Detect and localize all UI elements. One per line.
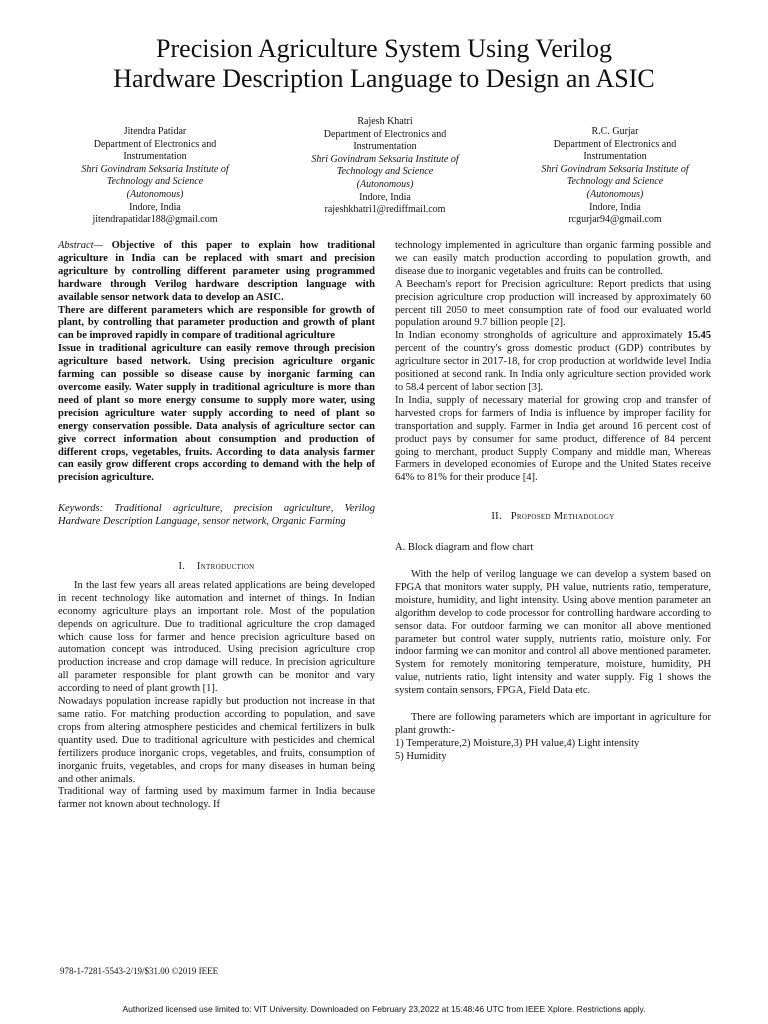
author-email: rcgurjar94@gmail.com	[568, 214, 662, 226]
author-inst-3: (Autonomous)	[126, 188, 184, 200]
author-block-3	[520, 126, 710, 227]
author-inst-3: (Autonomous)	[586, 188, 644, 200]
subsection-a-heading: A. Block diagram and flow chart	[395, 542, 534, 554]
abstract-p3: Issue in traditional agriculture can easily remove through precision agriculture based network. Using precision agriculture organic farming can possible so disease cause by inorganic farming can overcome easily. Water supply in traditional agriculture is more than need of plant so more energy consume to supply more water, using precision agriculture water supply according to need of plant so energy conservation possible. Data analysis of agriculture sector can give correct information about consumption and production of different crops, vegetables, fruits. According to data analysis farmer can easily grow different crops according to demand with the help of precision agriculture.	[58, 343, 375, 484]
author-inst-1: Shri Govindram Seksaria Institute of	[81, 163, 229, 175]
author-dept-1: Department of Electronics and	[323, 128, 447, 140]
author-name: Jitendra Patidar	[123, 126, 187, 137]
title-line-1: Precision Agriculture System Using Verilog	[156, 34, 612, 63]
author-city: Indore, India	[589, 201, 641, 213]
method-p1: With the help of verilog language we can develop a system based on FPGA that monitors water supply, PH value, nutrients ratio, temperature, moisture, humidity, and light intensity. Using above mention parameter an algorithm develop to code processor for controlling hardware according to sensor data. For outdoor farming we can monitor all above mentioned parameter but control water supply, nutrients ratio, moisture only. For indoor farming we can monitor and control all above mentioned parameter.	[395, 569, 711, 658]
intro-p3: Traditional way of farming used by maximum farmer in India because farmer not known about technology. If	[58, 786, 375, 811]
parameter-list-2: 5) Humidity	[395, 750, 447, 762]
author-dept-2: Instrumentation	[123, 151, 187, 163]
section-1-heading	[58, 561, 375, 574]
gdp-percent: 15.45	[687, 330, 711, 342]
section-2-number: II.	[491, 511, 502, 523]
keywords: Keywords: Traditional agriculture, precision agriculture, Verilog Hardware Description Language, sensor network, Organic Farming	[58, 503, 375, 528]
section-1-title: Introduction	[196, 561, 255, 573]
section-1-number: I.	[178, 561, 186, 573]
author-name: R.C. Gurjar	[591, 126, 639, 137]
author-inst-2: Technology and Science	[336, 166, 434, 178]
abstract	[58, 240, 375, 305]
method-p3: There are following parameters which are important in agriculture for plant growth:-	[395, 712, 711, 736]
author-inst-3: (Autonomous)	[356, 178, 414, 190]
right-p3	[395, 330, 711, 395]
method-p2: System for remotely monitoring temperature, moisture, humidity, PH value, nutrients ratio, light intensity and water supply. Fig 1 shows the system contain sensors, FPGA, Field Data etc.	[395, 659, 711, 697]
author-inst-2: Technology and Science	[106, 176, 204, 188]
author-dept-1: Department of Electronics and	[553, 138, 677, 150]
left-column	[58, 240, 375, 812]
intro-p1: In the last few years all areas related applications are being developed in recent technology like automation and internet of things. In Indian economy agriculture plays an important role. Most of the population depends on agriculture. Due to traditional agriculture the crop damaged which cause loss for farmer and hence precision agriculture based on automation concept was introduced. Using precision agriculture crop production increase and crop damage will reduce. In precision agriculture all parameter responsible for plant growth can be monitor and vary according to need of plant growth [1].	[58, 579, 375, 695]
author-dept-2: Instrumentation	[583, 151, 647, 163]
author-block-1	[60, 126, 250, 227]
abstract-p2: There are different parameters which are responsible for growth of plant, by controlling that parameter production and growth of plant can be improved rapidly in compare of traditional agriculture	[58, 304, 375, 342]
author-city: Indore, India	[359, 191, 411, 203]
ieee-copyright-code: 978-1-7281-5543-2/19/$31.00 ©2019 IEEE	[60, 966, 219, 976]
parameter-list-1: 1) Temperature,2) Moisture,3) PH value,4) Light intensity	[395, 737, 640, 749]
author-city: Indore, India	[129, 201, 181, 213]
paper-title	[40, 34, 728, 94]
right-p2: A Beecham's report for Precision agriculture: Report predicts that using precision agriculture crop production will increased by approximately 60 percent till 2050 to meet consumption rate of food our evaluated world population around 9.7 billion people [2].	[395, 278, 711, 329]
author-inst-1: Shri Govindram Seksaria Institute of	[541, 163, 689, 175]
author-name: Rajesh Khatri	[357, 116, 413, 127]
author-inst-2: Technology and Science	[566, 176, 664, 188]
author-block-2	[290, 116, 480, 217]
author-email: jitendrapatidar188@gmail.com	[92, 214, 218, 226]
section-2-heading	[395, 511, 711, 524]
intro-p2: Nowadays population increase rapidly but production not increase in that same ratio. For matching production according to population, and save crops from altering atmosphere pesticides and chemical fertilizers in bulk quantity used. Due to traditional agriculture with pesticides and chemical fertilizers produce inorganic crops, vegetables, and fruits, consumption of inorganic fruits, vegetables, and crops for many diseases in human being and other animals.	[58, 696, 375, 785]
abstract-label: Abstract—	[58, 240, 103, 251]
right-p3-end: percent of the country's gross domestic product (GDP) contributes by agriculture sector in 2017-18, for crop production at worldwide level India positioned at second rank. In India only agriculture section provided work to 58.4 percent of labor section [3].	[395, 343, 711, 393]
abstract-p1: Objective of this paper to explain how traditional agriculture in India can be replaced with smart and precision agriculture by controlling different parameter using programmed hardware through Verilog hardware description language with available sensor network data to develop an ASIC.	[58, 240, 375, 303]
author-dept-1: Department of Electronics and	[93, 138, 217, 150]
title-line-2: Hardware Description Language to Design an ASIC	[113, 64, 655, 93]
section-2-title: Proposed Methadology	[510, 511, 615, 523]
right-p1: technology implemented in agriculture than organic farming possible and we can easily match production according to population growth, and disease due to inorganic vegetables and fruits can be controlled.	[395, 240, 711, 277]
right-column	[395, 240, 711, 764]
author-inst-1: Shri Govindram Seksaria Institute of	[311, 153, 459, 165]
right-p4: In India, supply of necessary material for growing crop and transfer of harvested crops for farmers of India is influence by improper facility for transportation and supply. Farmer in India get around 16 percent cost of product pays by consumer for same product, difference of 84 percent going to merchant, product Supply Company and middle man, Whereas Farmers in developed economies of Europe and the United States receive 64% to 81% for their produce [4].	[395, 394, 711, 484]
right-p3-start: In Indian economy strongholds of agriculture and approximately	[395, 330, 688, 342]
license-notice: Authorized licensed use limited to: VIT University. Downloaded on February 23,2022 at 15:48:46 UTC from IEEE Xplore. Restrictions apply.	[122, 1004, 646, 1014]
author-email: rajeshkhatri1@rediffmail.com	[324, 204, 446, 216]
author-dept-2: Instrumentation	[353, 141, 417, 153]
